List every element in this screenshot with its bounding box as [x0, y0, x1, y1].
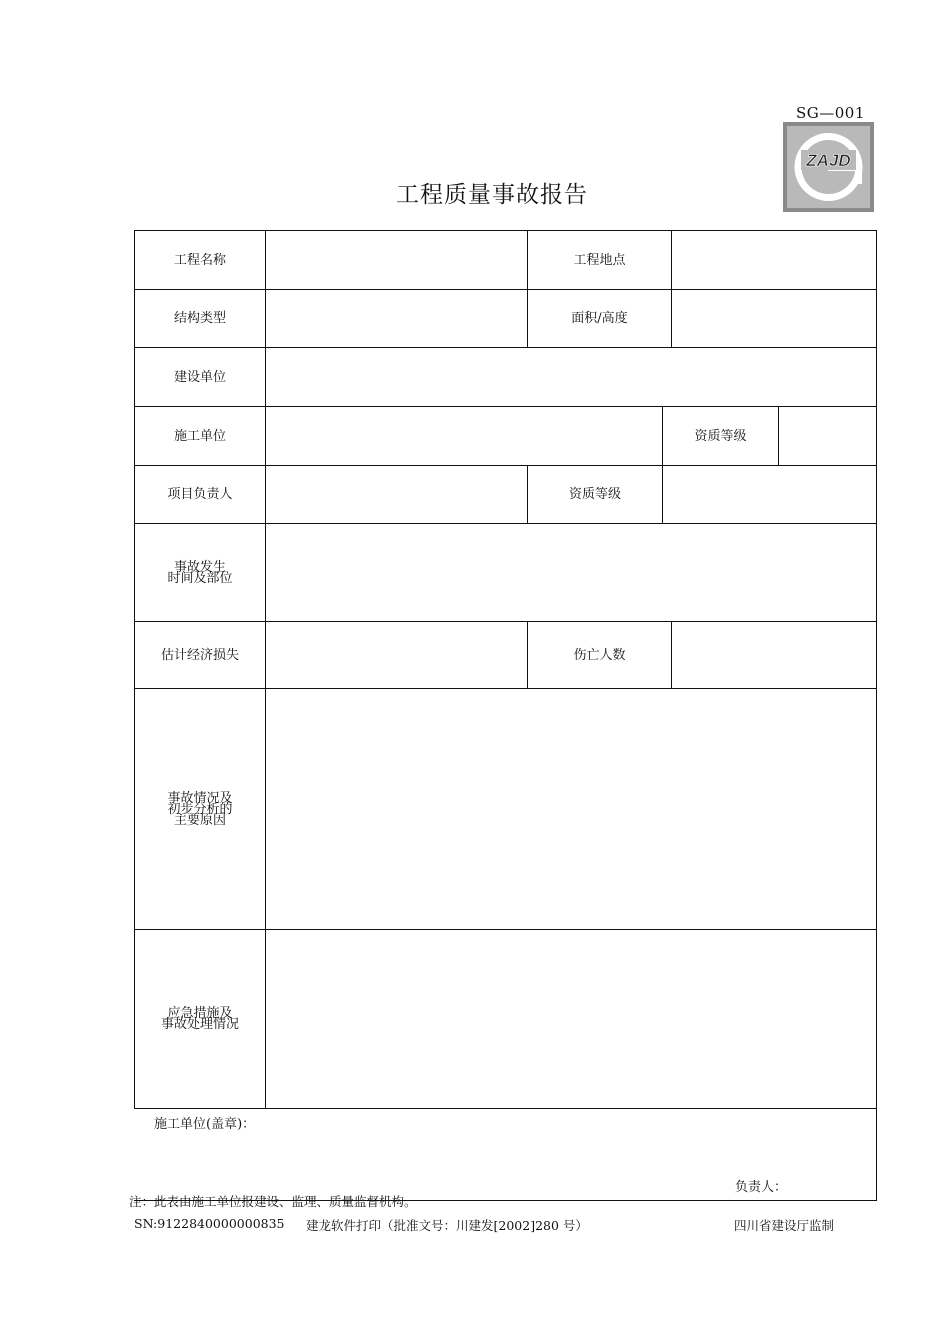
- structure-type-field[interactable]: [266, 290, 527, 347]
- unit-seal-label: 施工单位(盖章)：: [154, 1117, 256, 1132]
- accident-cause-label-line-3: 主要原因: [173, 812, 226, 828]
- accident-cause-label-line-1: 事故情况及: [167, 790, 233, 806]
- qualification-label-2: 资质等级: [568, 487, 621, 502]
- economic-loss-label: 估计经济损失: [160, 647, 239, 663]
- economic-loss-field[interactable]: [266, 622, 527, 688]
- emergency-label-line-2: 事故处理情况: [160, 1017, 239, 1032]
- construction-unit-field[interactable]: [266, 407, 662, 465]
- form-code: SG—001: [796, 104, 865, 122]
- emergency-field[interactable]: [266, 930, 876, 1108]
- accident-cause-field[interactable]: [266, 689, 876, 929]
- qualification-label: 资质等级: [694, 428, 747, 444]
- project-manager-field[interactable]: [266, 466, 527, 523]
- accident-cause-label-line-2: 初步分析的: [167, 801, 233, 817]
- project-location-label: 工程地点: [573, 252, 626, 268]
- casualties-field[interactable]: [672, 622, 876, 688]
- project-manager-label: 项目负责人: [167, 487, 233, 502]
- builder-unit-field[interactable]: [266, 348, 876, 406]
- accident-time-label-line-1: 事故发生: [173, 559, 226, 575]
- area-height-label: 面积/高度: [571, 311, 628, 326]
- supervisor-info: 四川省建设厅监制: [734, 1218, 835, 1233]
- construction-unit-label: 施工单位: [173, 428, 226, 444]
- accident-cause-label: [135, 689, 265, 929]
- serial-number: SN:9122840000000835: [134, 1216, 285, 1231]
- area-height-field[interactable]: [672, 290, 876, 347]
- project-location-field[interactable]: [672, 231, 876, 289]
- accident-time-label-line-2: 时间及部位: [167, 570, 233, 586]
- page-title: 工程质量事故报告: [396, 182, 588, 208]
- project-name-label: 工程名称: [173, 252, 226, 268]
- printer-info: 建龙软件打印（批准文号：川建发[2002]280 号）: [306, 1218, 588, 1233]
- logo-text: ZAJD: [806, 151, 851, 170]
- structure-type-label: 结构类型: [173, 311, 226, 326]
- accident-time-field[interactable]: [266, 524, 876, 621]
- footer-note: 注：此表由施工单位报建设、监理、质量监督机构。: [129, 1194, 417, 1209]
- table-border-right: [876, 230, 877, 1201]
- row-divider: [134, 1108, 877, 1109]
- emergency-label-line-1: 应急措施及: [167, 1006, 233, 1021]
- person-in-charge-label: 负责人：: [735, 1180, 788, 1195]
- builder-unit-label: 建设单位: [173, 369, 226, 385]
- casualties-label: 伤亡人数: [573, 647, 626, 663]
- qualification-field-2[interactable]: [663, 466, 876, 523]
- project-name-field[interactable]: [266, 231, 527, 289]
- emergency-label: [135, 930, 265, 1108]
- qualification-field[interactable]: [779, 407, 876, 465]
- accident-time-label: [135, 524, 265, 621]
